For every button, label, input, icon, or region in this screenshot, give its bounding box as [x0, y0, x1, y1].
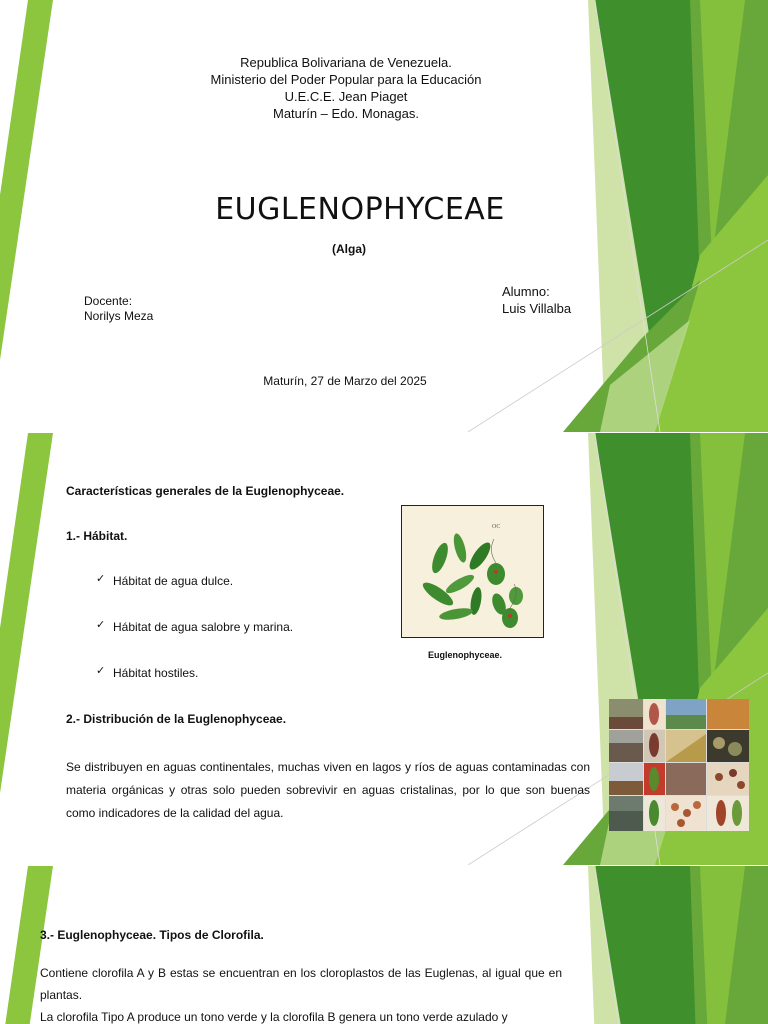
chlorophyll-heading: 3.- Euglenophyceae. Tipos de Clorofila.	[40, 928, 264, 942]
place-date: Maturín, 27 de Marzo del 2025	[263, 374, 427, 388]
list-item	[96, 574, 233, 588]
check-icon: ✓	[96, 573, 106, 585]
habitat-photo-collage	[609, 699, 749, 831]
teacher-label: Docente:	[84, 294, 133, 308]
figure-caption: Euglenophyceae.	[427, 650, 503, 660]
distribution-heading: 2.- Distribución de la Euglenophyceae.	[66, 712, 287, 726]
student-name: Luis Villalba	[502, 301, 572, 316]
institution-line: U.E.C.E. Jean Piaget	[284, 89, 408, 104]
institution-line: Maturín – Edo. Monagas.	[273, 106, 419, 121]
check-icon: ✓	[96, 665, 106, 677]
student-block	[502, 283, 571, 317]
institution-header	[150, 54, 542, 122]
teacher-block	[84, 294, 153, 324]
distribution-paragraph: Se distribuyen en aguas continentales, muchas viven en lagos y ríos de aguas contaminadas con materia orgánicas y otras solo pueden sobrevivir en aguas cristalinas, por lo que son buenas como indicadores de la calidad del agua.	[66, 760, 590, 820]
list-item-text: Hábitat de agua dulce.	[113, 574, 234, 588]
habitat-photo-collage-icon	[609, 699, 749, 831]
list-item-text: Hábitat de agua salobre y marina.	[113, 620, 294, 634]
page-title: EUGLENOPHYCEAE	[215, 192, 505, 227]
list-item	[96, 620, 293, 634]
section-heading: Características generales de la Euglenophyceae.	[66, 484, 345, 498]
title-slide	[0, 0, 768, 432]
paragraph-line: Contiene clorofila A y B estas se encuentran en los cloroplastos de las Euglenas, al igual que en plantas.	[40, 966, 562, 1002]
chlorophyll-slide	[0, 866, 768, 1024]
euglena-illustration	[401, 505, 544, 638]
subtitle: (Alga)	[332, 242, 366, 256]
check-icon: ✓	[96, 619, 106, 631]
figure-corner-mark: OC	[492, 524, 501, 530]
institution-line: Republica Bolivariana de Venezuela.	[240, 55, 452, 70]
institution-line: Ministerio del Poder Popular para la Educación	[210, 72, 482, 87]
characteristics-slide	[0, 433, 768, 865]
student-label: Alumno:	[502, 284, 550, 299]
euglena-illustration-icon	[402, 506, 543, 637]
paragraph-line: La clorofila Tipo A produce un tono verde y la clorofila B genera un tono verde azulado y	[40, 1010, 508, 1024]
chlorophyll-paragraph	[40, 962, 562, 1024]
list-item	[96, 666, 198, 680]
habitat-heading: 1.- Hábitat.	[66, 529, 128, 543]
teacher-name: Norilys Meza	[84, 309, 154, 323]
list-item-text: Hábitat hostiles.	[113, 666, 199, 680]
